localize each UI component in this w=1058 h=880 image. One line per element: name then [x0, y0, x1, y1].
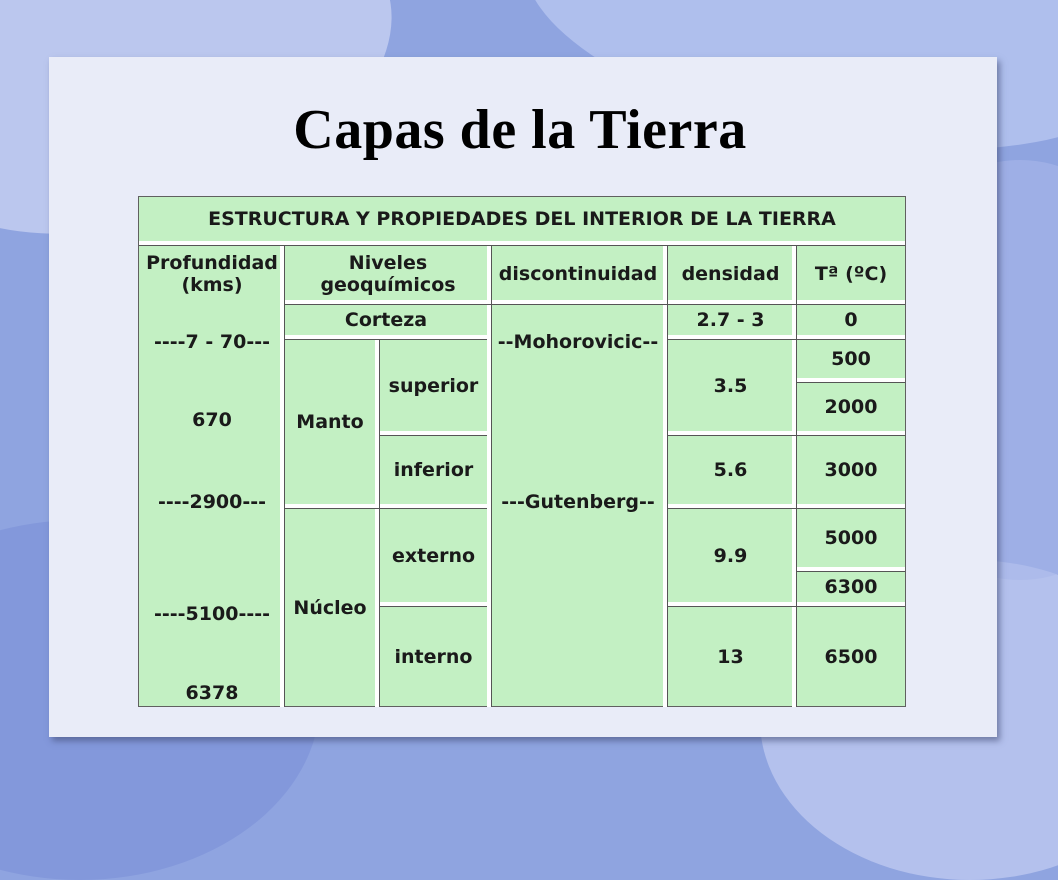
- table-caption: ESTRUCTURA Y PROPIEDADES DEL INTERIOR DE LA TIERRA: [208, 208, 836, 230]
- header-density: densidad: [681, 263, 780, 285]
- layer-mantle: Manto: [296, 411, 364, 433]
- temperature-value: 2000: [824, 396, 878, 418]
- density-value: 5.6: [713, 459, 748, 481]
- layer-mantle-lower: inferior: [393, 459, 474, 481]
- temperature-value: 6500: [824, 646, 878, 668]
- layer-core-outer: externo: [391, 544, 476, 567]
- earth-structure-table: [138, 196, 906, 707]
- density-value: 13: [717, 646, 744, 668]
- header-depth: Profundidad (kms): [146, 252, 278, 296]
- header-temperature: Tª (ºC): [814, 263, 888, 285]
- layer-mantle-upper: superior: [388, 374, 479, 397]
- depth-mark: ----7 - 70---: [154, 331, 270, 353]
- density-value: 9.9: [713, 544, 748, 567]
- slide-title: Capas de la Tierra: [293, 99, 747, 161]
- layer-core-inner: interno: [394, 646, 473, 668]
- depth-mark: 670: [192, 409, 232, 431]
- layer-core: Núcleo: [293, 597, 367, 619]
- grid-line: [139, 245, 905, 246]
- temperature-value: 500: [831, 348, 871, 370]
- discontinuity-moho: --Mohorovicic--: [497, 331, 659, 353]
- header-discontinuity: discontinuidad: [498, 263, 658, 285]
- grid-line: [491, 245, 492, 707]
- temperature-value: 3000: [824, 459, 878, 481]
- temperature-value: 0: [844, 309, 858, 331]
- header-levels: Niveles geoquímicos: [320, 252, 456, 296]
- density-value: 2.7 - 3: [696, 309, 765, 331]
- layer-crust: Corteza: [344, 309, 428, 331]
- depth-mark: 6378: [185, 682, 239, 704]
- discontinuity-gutenberg: ---Gutenberg--: [501, 491, 655, 513]
- density-value: 3.5: [713, 374, 748, 397]
- depth-mark: ----2900---: [157, 491, 267, 513]
- temperature-value: 5000: [824, 527, 878, 549]
- depth-mark: ----5100----: [154, 603, 270, 625]
- temperature-value: 6300: [824, 576, 878, 598]
